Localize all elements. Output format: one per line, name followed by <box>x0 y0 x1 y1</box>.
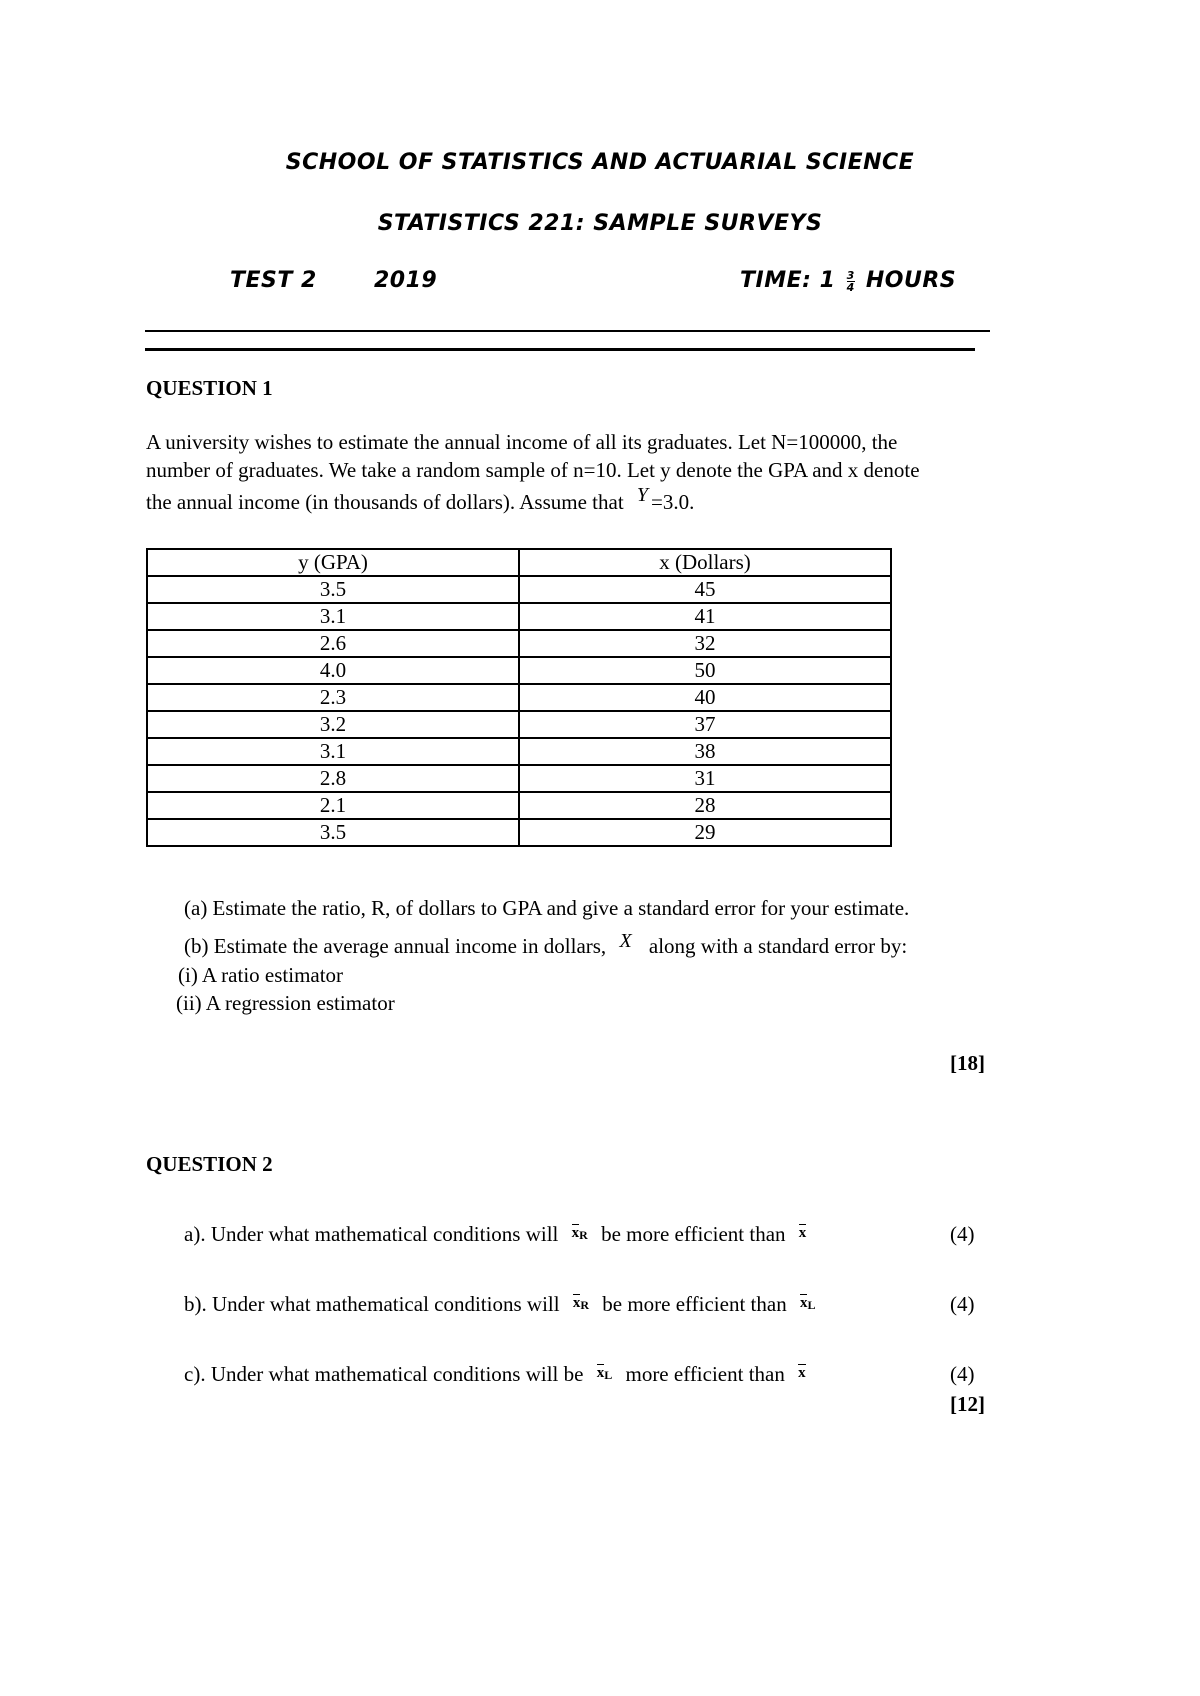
q2-item-text: b). Under what mathematical conditions will <box>184 1292 560 1316</box>
q1-line-1: A university wishes to estimate the annual income of all its graduates. Let N=100000, the <box>146 430 898 454</box>
table-row <box>147 738 891 765</box>
dollars-cell: 37 <box>519 711 891 738</box>
gpa-cell: 2.8 <box>147 765 519 792</box>
table-header-row <box>147 549 891 576</box>
gpa-cell: 2.3 <box>147 684 519 711</box>
xbar-r-symbol <box>572 1226 588 1242</box>
q2-item-a <box>184 1222 814 1247</box>
table-row <box>147 603 891 630</box>
dollars-cell: 45 <box>519 576 891 603</box>
gpa-income-table <box>146 548 892 847</box>
gpa-cell: 3.5 <box>147 576 519 603</box>
fraction-numerator: 3 <box>846 268 855 282</box>
q1-line-2: number of graduates. We take a random sample of n=10. Let y denote the GPA and x denote <box>146 458 920 482</box>
dollars-cell: 41 <box>519 603 891 630</box>
xbar-l-symbol <box>800 1296 816 1312</box>
q1-line-3-start: the annual income (in thousands of dollars). Assume that <box>146 490 624 514</box>
column-header-gpa: y (GPA) <box>147 549 519 576</box>
table-row <box>147 657 891 684</box>
gpa-cell: 4.0 <box>147 657 519 684</box>
table-row <box>147 792 891 819</box>
xbar-letter: x <box>798 1225 807 1241</box>
dollars-cell: 40 <box>519 684 891 711</box>
fraction-denominator: 4 <box>846 280 855 294</box>
test-year: 2019 <box>374 268 438 293</box>
column-header-dollars: x (Dollars) <box>519 549 891 576</box>
table-row <box>147 819 891 846</box>
q2-item-text: be more efficient than <box>602 1292 787 1316</box>
gpa-cell: 3.1 <box>147 738 519 765</box>
ybar-symbol: Y <box>636 484 649 506</box>
dollars-cell: 32 <box>519 630 891 657</box>
table-row <box>147 576 891 603</box>
xbar-subscript: L <box>604 1368 613 1382</box>
xbar-symbol <box>798 1366 806 1382</box>
question-1-title: QUESTION 1 <box>146 376 273 400</box>
xbar-r-symbol <box>573 1296 589 1312</box>
table-row <box>147 711 891 738</box>
time-allowed <box>740 268 956 293</box>
q2-item-b-points: (4) <box>950 1292 975 1316</box>
q2-item-text: more efficient than <box>625 1362 785 1386</box>
gpa-cell: 3.1 <box>147 603 519 630</box>
xbar-subscript: L <box>807 1298 816 1312</box>
q2-item-b <box>184 1292 823 1317</box>
q1-line-3-end: =3.0. <box>651 490 695 514</box>
xbar-letter: x <box>571 1225 580 1241</box>
q2-item-a-points: (4) <box>950 1222 975 1246</box>
q2-item-text: a). Under what mathematical conditions will <box>184 1222 559 1246</box>
school-name: SCHOOL OF STATISTICS AND ACTUARIAL SCIENCE <box>285 150 915 175</box>
xbar-subscript: R <box>580 1298 589 1312</box>
divider-rule <box>145 330 990 332</box>
gpa-cell: 3.2 <box>147 711 519 738</box>
q2-item-c <box>184 1362 814 1387</box>
q1-line-3 <box>146 484 1066 517</box>
table-row <box>147 630 891 657</box>
q2-marks: [12] <box>950 1392 985 1416</box>
time-fraction <box>847 270 855 293</box>
test-label: TEST 2 <box>230 268 317 293</box>
xbar-letter: x <box>798 1365 806 1381</box>
q1-part-b <box>184 930 908 959</box>
time-unit: HOURS <box>865 268 957 293</box>
dollars-cell: 50 <box>519 657 891 684</box>
question-2-title: QUESTION 2 <box>146 1152 273 1176</box>
question-1-text <box>146 428 1066 517</box>
table-row <box>147 765 891 792</box>
xbar-subscript: R <box>579 1228 588 1242</box>
dollars-cell: 29 <box>519 819 891 846</box>
q1-part-ii: (ii) A regression estimator <box>176 991 395 1015</box>
q1-part-b-start: (b) Estimate the average annual income in dollars, <box>184 934 607 958</box>
table-row <box>147 684 891 711</box>
course-title: STATISTICS 221: SAMPLE SURVEYS <box>377 211 823 236</box>
q1-part-a: (a) Estimate the ratio, R, of dollars to GPA and give a standard error for your estimate. <box>184 896 910 920</box>
dollars-cell: 31 <box>519 765 891 792</box>
xbar-letter: x <box>799 1295 808 1311</box>
dollars-cell: 38 <box>519 738 891 765</box>
xbar-letter: x <box>572 1295 581 1311</box>
q1-part-i: (i) A ratio estimator <box>178 963 344 987</box>
xbar-l-symbol <box>597 1366 613 1382</box>
q1-marks: [18] <box>950 1051 985 1075</box>
q2-item-c-points: (4) <box>950 1362 975 1386</box>
divider-rule-dashed <box>145 348 975 351</box>
dollars-cell: 28 <box>519 792 891 819</box>
xbar-letter: x <box>596 1365 605 1381</box>
q2-item-text: be more efficient than <box>601 1222 786 1246</box>
gpa-cell: 2.1 <box>147 792 519 819</box>
gpa-cell: 3.5 <box>147 819 519 846</box>
q2-item-text: c). Under what mathematical conditions will be <box>184 1362 584 1386</box>
time-label: TIME: 1 <box>740 268 836 293</box>
q1-part-b-end: along with a standard error by: <box>648 934 908 958</box>
gpa-cell: 2.6 <box>147 630 519 657</box>
xbar-symbol: X <box>619 930 632 952</box>
xbar-symbol <box>799 1226 807 1242</box>
